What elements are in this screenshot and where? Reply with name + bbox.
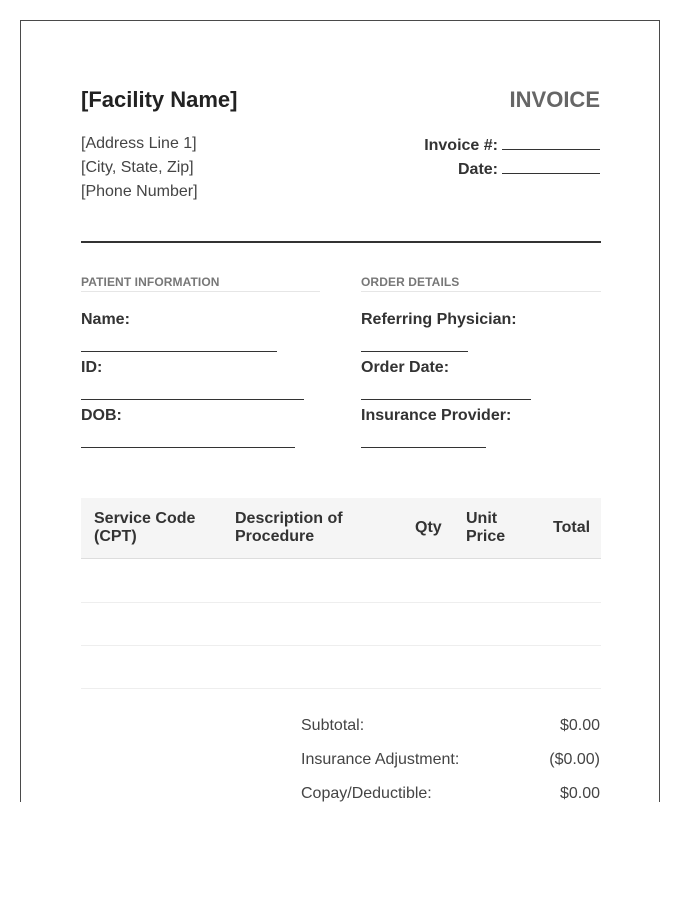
column-header-line: Qty xyxy=(415,519,442,536)
table-row-divider xyxy=(81,645,601,646)
column-header-line: Unit xyxy=(466,510,498,527)
column-header-description xyxy=(235,510,343,546)
table-row-divider xyxy=(81,688,601,689)
order-date-label: Order Date: xyxy=(361,359,450,376)
column-header-qty xyxy=(415,519,442,537)
insurance-provider-blank[interactable] xyxy=(361,447,486,448)
column-header-line: Service Code xyxy=(94,510,196,527)
invoice-title: INVOICE xyxy=(509,87,600,112)
patient-dob-blank[interactable] xyxy=(81,447,295,448)
column-header-total xyxy=(553,519,590,537)
patient-id-blank[interactable] xyxy=(81,399,304,400)
address-line-1: [Address Line 1] xyxy=(81,135,197,152)
patient-section-divider xyxy=(81,291,320,292)
address-city-state-zip: [City, State, Zip] xyxy=(81,159,194,176)
invoice-number-label: Invoice #: xyxy=(424,137,498,154)
column-header-line: Price xyxy=(466,528,506,545)
order-section-title: ORDER DETAILS xyxy=(361,275,460,289)
column-header-line: Description of xyxy=(235,510,343,527)
insurance-adjustment-label: Insurance Adjustment: xyxy=(301,751,460,768)
referring-physician-blank[interactable] xyxy=(361,351,468,352)
patient-dob-label: DOB: xyxy=(81,407,122,424)
order-section-divider xyxy=(361,291,601,292)
address-phone: [Phone Number] xyxy=(81,183,198,200)
column-header-line: Total xyxy=(553,519,591,536)
header-divider xyxy=(81,241,601,243)
referring-physician-label: Referring Physician: xyxy=(361,311,517,328)
patient-name-blank[interactable] xyxy=(81,351,277,352)
column-header-unit-price xyxy=(466,510,505,546)
patient-id-label: ID: xyxy=(81,359,103,376)
column-header-line: (CPT) xyxy=(94,528,137,545)
subtotal-value: $0.00 xyxy=(559,717,600,734)
invoice-number-row xyxy=(424,135,600,155)
order-date-blank[interactable] xyxy=(361,399,531,400)
invoice-number-blank[interactable] xyxy=(502,135,600,150)
column-header-line: Procedure xyxy=(235,528,315,545)
facility-name: [Facility Name] xyxy=(81,87,238,112)
patient-name-label: Name: xyxy=(81,311,130,328)
invoice-page xyxy=(20,20,660,802)
date-blank[interactable] xyxy=(502,159,600,174)
column-header-service-code xyxy=(94,510,195,546)
insurance-provider-label: Insurance Provider: xyxy=(361,407,512,424)
patient-section-title: PATIENT INFORMATION xyxy=(81,275,220,289)
subtotal-label: Subtotal: xyxy=(301,717,365,734)
date-row xyxy=(458,159,600,179)
copay-deductible-value: $0.00 xyxy=(559,785,600,802)
copay-deductible-label: Copay/Deductible: xyxy=(301,785,432,802)
insurance-adjustment-value: ($0.00) xyxy=(549,751,600,768)
date-label: Date: xyxy=(457,161,498,178)
services-table-header xyxy=(81,498,601,559)
table-row-divider xyxy=(81,602,601,603)
